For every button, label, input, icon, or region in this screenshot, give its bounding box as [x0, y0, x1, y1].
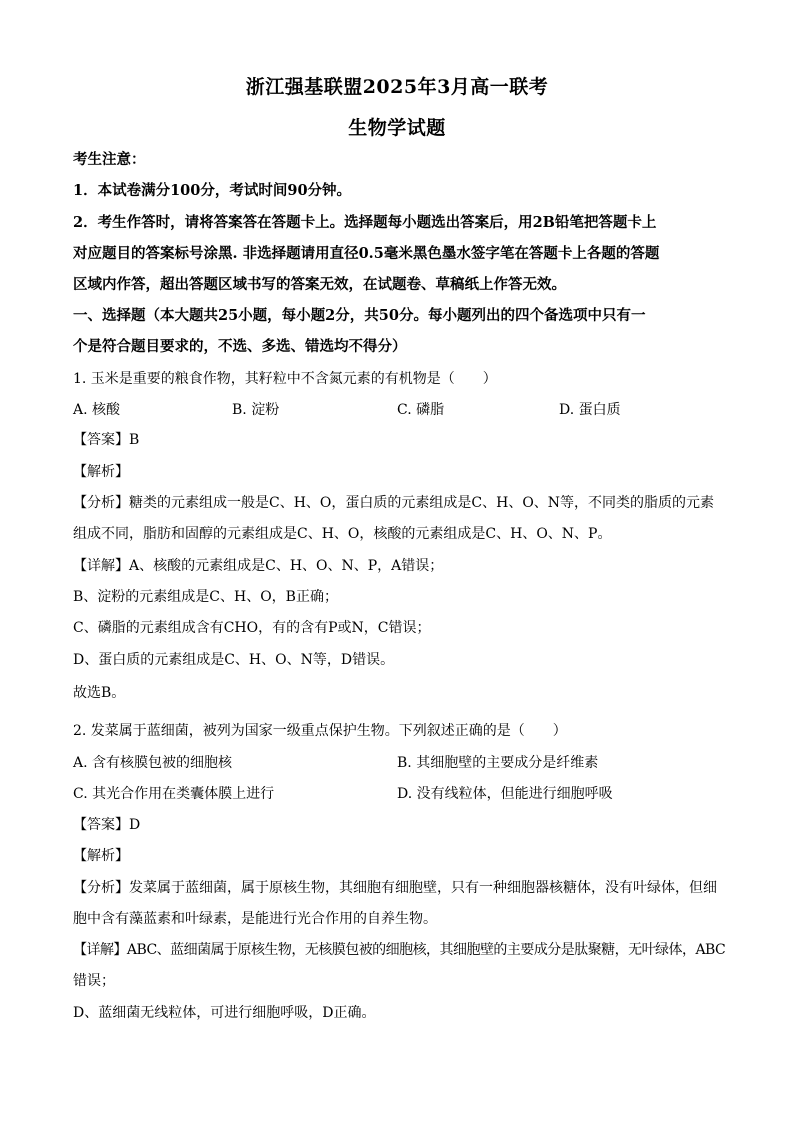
notice-item-2-line-1: 2．考生作答时，请将答案答在答题卡上。选择题每小题选出答案后，用2B铅笔把答题卡上	[73, 214, 657, 231]
question-1-stem: 1. 玉米是重要的粮食作物，其籽粒中不含氮元素的有机物是（ ）	[73, 371, 497, 387]
notice-item-2-line-2: 对应题目的答案标号涂黑. 非选择题请用直径0.5毫米黑色墨水签字笔在答题卡上各题的答题	[73, 245, 660, 262]
question-2-detail-line-3: D、蓝细菌无线粒体，可进行细胞呼吸，D正确。	[73, 1005, 376, 1021]
question-1-option-a: A. 核酸	[73, 402, 121, 418]
question-2-option-c: C. 其光合作用在类囊体膜上进行	[73, 786, 275, 802]
question-1-analysis-line-1: 【分析】糖类的元素组成一般是C、H、O，蛋白质的元素组成是C、H、O、N等，不同类的脂质的元素	[73, 495, 715, 511]
question-2-jiexi-label: 【解析】	[73, 848, 129, 864]
question-1-jiexi-label: 【解析】	[73, 464, 129, 480]
question-1-option-d: D. 蛋白质	[559, 402, 621, 418]
question-1-detail-line-1: 【详解】A、核酸的元素组成是C、H、O、N、P，A错误；	[73, 558, 444, 574]
notice-item-1: 1．本试卷满分100分，考试时间90分钟。	[73, 182, 352, 199]
question-2-analysis-line-1: 【分析】发菜属于蓝细菌，属于原核生物，其细胞有细胞壁，只有一种细胞器核糖体，没有叶绿体，但细	[73, 880, 717, 896]
question-1-option-c: C. 磷脂	[397, 402, 445, 418]
question-2-stem: 2. 发菜属于蓝细菌，被列为国家一级重点保护生物。下列叙述正确的是（ ）	[73, 723, 567, 739]
question-2-option-d: D. 没有线粒体，但能进行细胞呼吸	[397, 786, 613, 802]
question-1-answer: 【答案】B	[73, 432, 140, 448]
question-1-detail-line-3: C、磷脂的元素组成含有CHO，有的含有P或N，C错误；	[73, 620, 431, 636]
page-subtitle: 生物学试题	[348, 117, 446, 139]
question-2-option-a: A. 含有核膜包被的细胞核	[73, 755, 233, 771]
section-heading-line-1: 一、选择题（本大题共25小题，每小题2分，共50分。每小题列出的四个备选项中只有一	[73, 307, 646, 324]
question-2-option-b: B. 其细胞壁的主要成分是纤维素	[397, 755, 599, 771]
question-1-detail-line-4: D、蛋白质的元素组成是C、H、O、N等，D错误。	[73, 652, 395, 668]
notice-heading: 考生注意：	[73, 151, 146, 168]
question-2-answer: 【答案】D	[73, 817, 141, 833]
section-heading-line-2: 个是符合题目要求的，不选、多选、错选均不得分）	[73, 338, 407, 355]
question-1-option-b: B. 淀粉	[232, 402, 280, 418]
question-2-detail-line-2: 错误；	[73, 973, 115, 989]
question-2-detail-line-1: 【详解】ABC、蓝细菌属于原核生物，无核膜包被的细胞核，其细胞壁的主要成分是肽聚糖，无叶绿体，ABC	[73, 942, 726, 958]
notice-item-2-line-3: 区域内作答，超出答题区域书写的答案无效，在试题卷、草稿纸上作答无效。	[73, 276, 566, 293]
question-1-conclusion: 故选B。	[73, 685, 126, 701]
question-2-analysis-line-2: 胞中含有藻蓝素和叶绿素，是能进行光合作用的自养生物。	[73, 911, 437, 927]
question-1-detail-line-2: B、淀粉的元素组成是C、H、O，B正确；	[73, 589, 338, 605]
question-1-analysis-line-2: 组成不同，脂肪和固醇的元素组成是C、H、O，核酸的元素组成是C、H、O、N、P。	[73, 526, 612, 542]
page-title: 浙江强基联盟2025年3月高一联考	[245, 76, 549, 98]
